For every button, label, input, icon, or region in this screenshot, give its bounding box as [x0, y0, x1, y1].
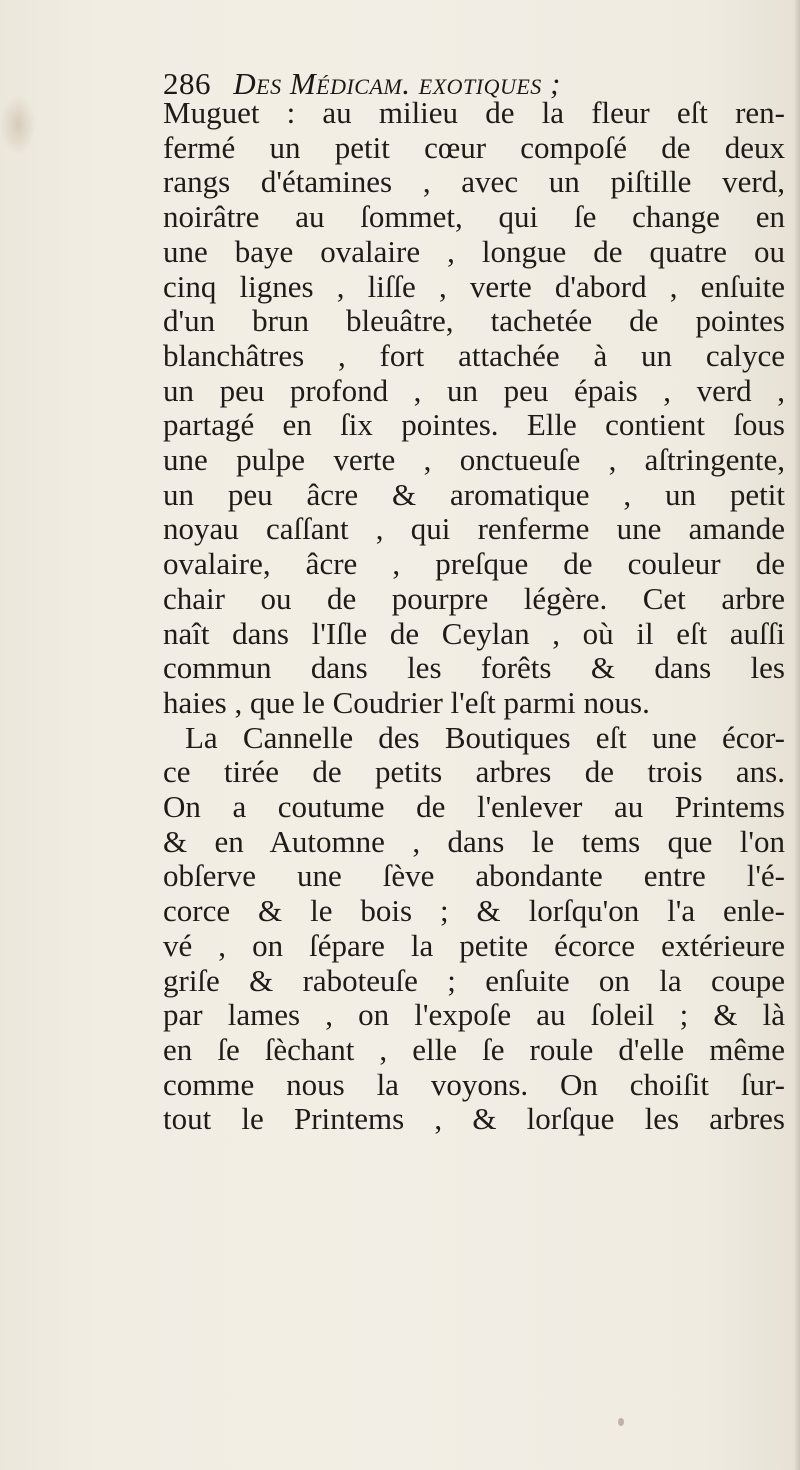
text-line: obſerve une ſève abondante entre l'é-	[163, 858, 785, 894]
text-line: fermé un petit cœur compoſé de deux	[163, 129, 785, 165]
header-word-medicam: Médicam.	[289, 66, 411, 101]
paper-stain	[0, 95, 36, 155]
text-line: une pulpe verte , onctueuſe , aſtringente,	[163, 442, 785, 478]
text-line: un peu âcre & aromatique , un petit	[163, 476, 785, 512]
text-line: d'un brun bleuâtre, tachetée de pointes	[163, 303, 785, 339]
text-line: & en Automne , dans le tems que l'on	[163, 823, 785, 859]
text-line: commun dans les forêts & dans les	[163, 650, 785, 686]
text-line: une baye ovalaire , longue de quatre ou	[163, 233, 785, 269]
text-line: vé , on ſépare la petite écorce extérieure	[163, 927, 785, 963]
text-line: ovalaire, âcre , preſque de couleur de	[163, 546, 785, 582]
text-line: un peu profond , un peu épais , verd ,	[163, 372, 785, 408]
text-line: griſe & raboteuſe ; enſuite on la coupe	[163, 962, 785, 998]
text-line: chair ou de pourpre légère. Cet arbre	[163, 580, 785, 616]
text-line: blanchâtres , fort attachée à un calyce	[163, 337, 785, 373]
header-word-des: Des	[233, 66, 282, 101]
paragraph-start-line: La Cannelle des Boutiques eſt une écor-	[185, 719, 785, 755]
text-line: corce & le bois ; & lorſqu'on l'a enle-	[163, 893, 785, 929]
text-line: naît dans l'Iſle de Ceylan , où il eſt auſſi	[163, 615, 785, 651]
text-line: ce tirée de petits arbres de trois ans.	[163, 754, 785, 790]
header-word-exotiques: exotiques ;	[418, 66, 561, 101]
text-line: noyau caſſant , qui renferme une amande	[163, 511, 785, 547]
text-line: Muguet : au milieu de la fleur eſt ren-	[163, 95, 785, 130]
ink-speck	[618, 1418, 624, 1426]
paragraph-end-line: haies , que le Coudrier l'eſt parmi nous.	[163, 684, 650, 720]
text-line: On a coutume de l'enlever au Printems	[163, 789, 785, 825]
text-line: en ſe ſèchant , elle ſe roule d'elle même	[163, 1031, 785, 1067]
body-text	[163, 96, 785, 1137]
page-number: 286	[163, 66, 211, 101]
text-line: noirâtre au ſommet, qui ſe change en	[163, 199, 785, 235]
text-line: comme nous la voyons. On choiſit ſur-	[163, 1066, 785, 1102]
page-edge-shadow	[794, 0, 800, 1470]
text-line: rangs d'étamines , avec un piſtille verd,	[163, 164, 785, 200]
text-line: partagé en ſix pointes. Elle contient ſous	[163, 407, 785, 443]
text-line: tout le Printems , & lorſque les arbres	[163, 1101, 785, 1137]
text-line: cinq lignes , liſſe , verte d'abord , enſuite	[163, 268, 785, 304]
text-line: par lames , on l'expoſe au ſoleil ; & là	[163, 997, 785, 1033]
